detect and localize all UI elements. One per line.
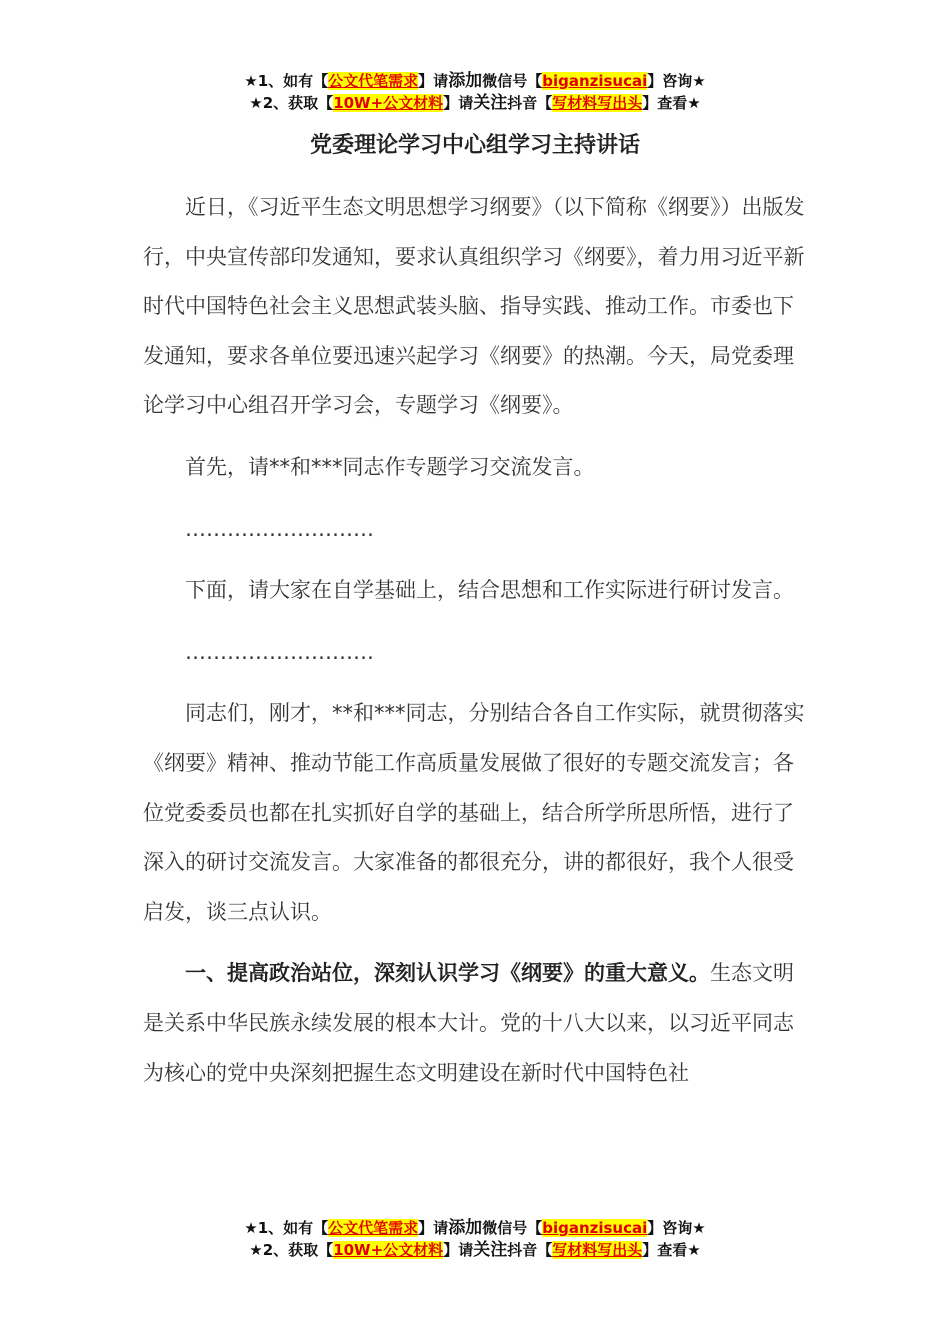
highlight-service: 公文代笔需求 [328, 1219, 419, 1237]
banner-text: 】咨询★ [647, 1219, 706, 1237]
douyin-account-link[interactable]: 写材料写出头 [552, 1241, 643, 1259]
ellipsis-divider: ……………………… [185, 639, 374, 664]
banner-text: 抖音【 [507, 1241, 553, 1259]
wechat-id-link[interactable]: biganzisucai [542, 72, 648, 90]
banner-emphasis: 添加 [448, 71, 483, 91]
banner-text: ★1、如有【 [244, 1219, 329, 1237]
banner-text: 】咨询★ [647, 72, 706, 90]
banner-text: 】请 [443, 94, 474, 112]
banner-text: ★2、获取【 [249, 1241, 334, 1259]
banner-text: 】请 [418, 1219, 449, 1237]
banner-line-1 [0, 1217, 950, 1239]
footer-banner [0, 1217, 950, 1261]
banner-line-2 [0, 1239, 950, 1261]
paragraph-point-one [143, 949, 813, 1098]
point-one-heading: 一、提高政治站位，深刻认识学习《纲要》的重大意义。 [185, 961, 710, 986]
banner-text: ★2、获取【 [249, 94, 334, 112]
highlight-materials: 10W+公文材料 [333, 1241, 444, 1259]
banner-text: 】请 [418, 72, 449, 90]
banner-text: ★1、如有【 [244, 72, 329, 90]
paragraph-discussion: 下面，请大家在自学基础上，结合思想和工作实际进行研讨发言。 [185, 578, 794, 603]
paragraph-summary: 同志们，刚才，**和***同志，分别结合各自工作实际，就贯彻落实《纲要》精神、推动节能工作高质量发展做了很好的专题交流发言；各位党委委员也都在扎实抓好自学的基础上，结合所学所思所悟，进行了深入的研讨交流发言。大家准备的都很充分，讲的都很好，我个人很受启发，谈三点认识。 [143, 701, 805, 924]
douyin-account-link[interactable]: 写材料写出头 [552, 94, 643, 112]
ellipsis-divider: ……………………… [185, 516, 374, 541]
header-banner [0, 70, 950, 114]
highlight-service: 公文代笔需求 [328, 72, 419, 90]
banner-text: 】请 [443, 1241, 474, 1259]
paragraph-first-speakers: 首先，请**和***同志作专题学习交流发言。 [185, 454, 595, 479]
banner-text: 】查看★ [642, 1241, 701, 1259]
highlight-materials: 10W+公文材料 [333, 94, 444, 112]
banner-emphasis: 关注 [473, 1240, 508, 1260]
banner-emphasis: 关注 [473, 93, 508, 113]
banner-text: 抖音【 [507, 94, 553, 112]
document-body [143, 183, 813, 1110]
banner-line-1 [0, 70, 950, 92]
banner-line-2 [0, 92, 950, 114]
banner-text: 微信号【 [482, 72, 543, 90]
banner-emphasis: 添加 [448, 1218, 483, 1238]
document-title: 党委理论学习中心组学习主持讲话 [309, 133, 640, 158]
banner-text: 微信号【 [482, 1219, 543, 1237]
banner-text: 】查看★ [642, 94, 701, 112]
wechat-id-link[interactable]: biganzisucai [542, 1219, 648, 1237]
point-one-text: 生态文明是关系中华民族永续发展的根本大计。党的十八大以来，以习近平同志为核心的党中央深刻把握生态文明建设在新时代中国特色社 [143, 961, 794, 1085]
paragraph-intro: 近日，《习近平生态文明思想学习纲要》（以下简称《纲要》）出版发行，中央宣传部印发通知，要求认真组织学习《纲要》，着力用习近平新时代中国特色社会主义思想武装头脑、指导实践、推动工作。市委也下发通知，要求各单位要迅速兴起学习《纲要》的热潮。今天，局党委理论学习中心组召开学习会，专题学习《纲要》。 [143, 195, 805, 418]
